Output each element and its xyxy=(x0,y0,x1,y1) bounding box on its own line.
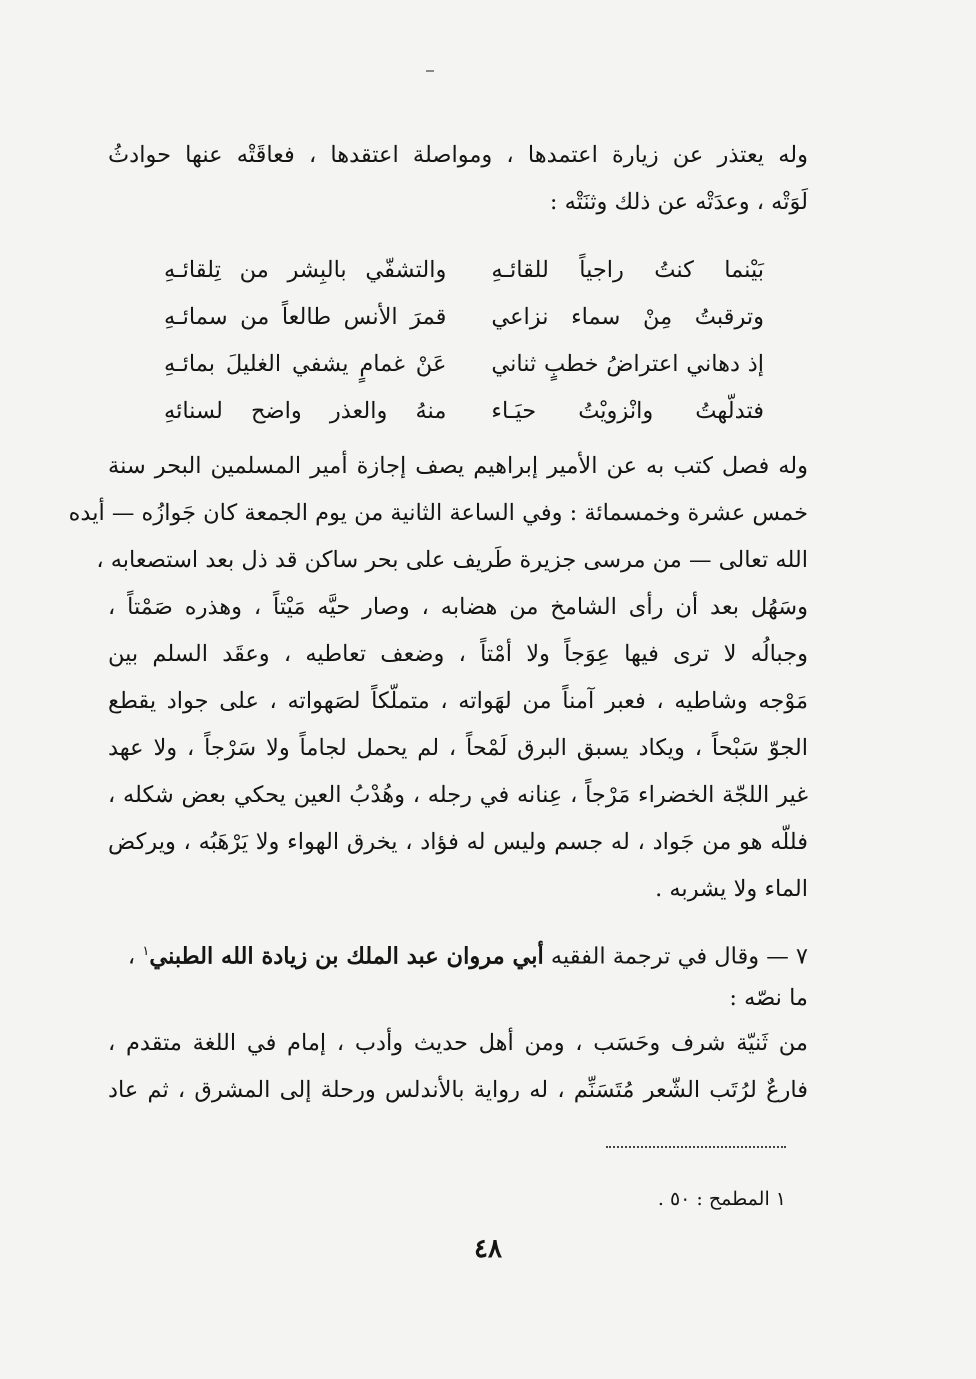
footnote-ref: ١ xyxy=(142,944,150,959)
verse-first-hemistich: وترقبتُ مِنْ سماء نزاعي xyxy=(491,303,764,330)
text-line: الله تعالى — من مرسى جزيرة طَريف على بحر ساكن قد ذل بعد استصعابه ، xyxy=(96,547,808,573)
text-line: فارعٌ لرُتَب الشّعر مُتَسَنِّم ، له رواية بالأندلس ورحلة إلى المشرق ، ثم عاد xyxy=(108,1077,808,1103)
text-line: مَوْجه وشاطيه ، فعبر آمناً من لهَواته ، متملّكاً لصَهواته ، على جواد يقطع xyxy=(108,688,808,714)
poem-verse xyxy=(164,246,764,293)
text-line: وله يعتذر عن زيارة اعتمدها ، ومواصلة اعتقدها ، فعاقَتْه عنها حوادثُ xyxy=(108,142,808,168)
scan-mark xyxy=(426,70,434,72)
letter-paragraph xyxy=(68,443,808,913)
verse-second-hemistich: والتشفّي بالبِشر من تِلقائـهِ xyxy=(164,256,447,283)
heading-tail: ، xyxy=(127,943,136,970)
verse-second-hemistich: قمرَ الأنس طالعاً من سمائـهِ xyxy=(164,303,447,330)
text-line: الماء ولا يشربه . xyxy=(655,876,808,902)
section-heading-line xyxy=(108,928,808,975)
text-line: وسَهُل بعد أن رأى الشامخ من هضابه ، وصار حيَّه مَيْتاً ، وهذره صَمْتاً ، xyxy=(108,594,808,620)
text-line: لَوَتْه ، وعدَتْه عن ذلك وثنَتْه : xyxy=(549,189,808,215)
poem-verse xyxy=(164,387,764,434)
text-line: خمس عشرة وخمسمائة : وفي الساعة الثانية من يوم الجمعة كان جَوازُه — أيده xyxy=(68,500,808,526)
verse-second-hemistich: عَنْ غمامٍ يشفي الغليلَ بمائـهِ xyxy=(164,350,447,377)
biography-paragraph xyxy=(108,1020,808,1114)
section-number: ٧ — xyxy=(766,943,808,970)
text-line: ما نصّه : xyxy=(729,985,808,1011)
footnote-divider xyxy=(606,1146,786,1148)
section-intro: وقال في ترجمة الفقيه xyxy=(550,943,760,970)
section-7-heading xyxy=(108,928,808,1022)
intro-paragraph xyxy=(108,132,808,226)
page-number: ٤٨ xyxy=(474,1234,502,1264)
text-line: وجبالُه لا ترى فيها عِوَجاً ولا أمْتاً ، وضعف تعاطيه ، وعقَد السلم بين xyxy=(108,641,808,667)
verse-first-hemistich: فتدلّهتُ وانْزويْتُ حيَـاء xyxy=(491,397,764,424)
verse-second-hemistich: منهُ والعذر واضح لسنائهِ xyxy=(164,397,447,424)
verse-first-hemistich: إذ دهاني اعتراضُ خطبٍ ثناني xyxy=(491,350,764,377)
poem-verse xyxy=(164,340,764,387)
poem xyxy=(164,246,764,434)
poem-verse xyxy=(164,293,764,340)
text-line: الجوّ سَبْحاً ، ويكاد يسبق البرق لَمْحاً ، لم يحمل لجاماً ولا سَرْجاً ، ولا عهد xyxy=(108,735,808,761)
scholar-name: أبي مروان عبد الملك بن زيادة الله الطبني xyxy=(149,943,544,970)
text-line: وله فصل كتب به عن الأمير إبراهيم يصف إجازة أمير المسلمين البحر سنة xyxy=(108,453,808,479)
text-line: من ثَنيّة شرف وحَسَب ، ومن أهل حديث وأدب ، إمام في اللغة متقدم ، xyxy=(108,1030,808,1056)
text-line: غير اللجّة الخضراء مَرْجاً ، عِنانه في رجله ، وهُدْبُ العين يحكي بعض شكله ، xyxy=(108,782,808,808)
verse-first-hemistich: بَيْنما كنتُ راجياً للقائـهِ xyxy=(491,256,764,283)
text-line: فللّه هو من جَواد ، له جسم وليس له فؤاد ، يخرق الهواء ولا يَرْهَبُه ، ويركض xyxy=(108,829,808,855)
footnote: ١ المطمح : ٥٠ . xyxy=(657,1188,786,1210)
